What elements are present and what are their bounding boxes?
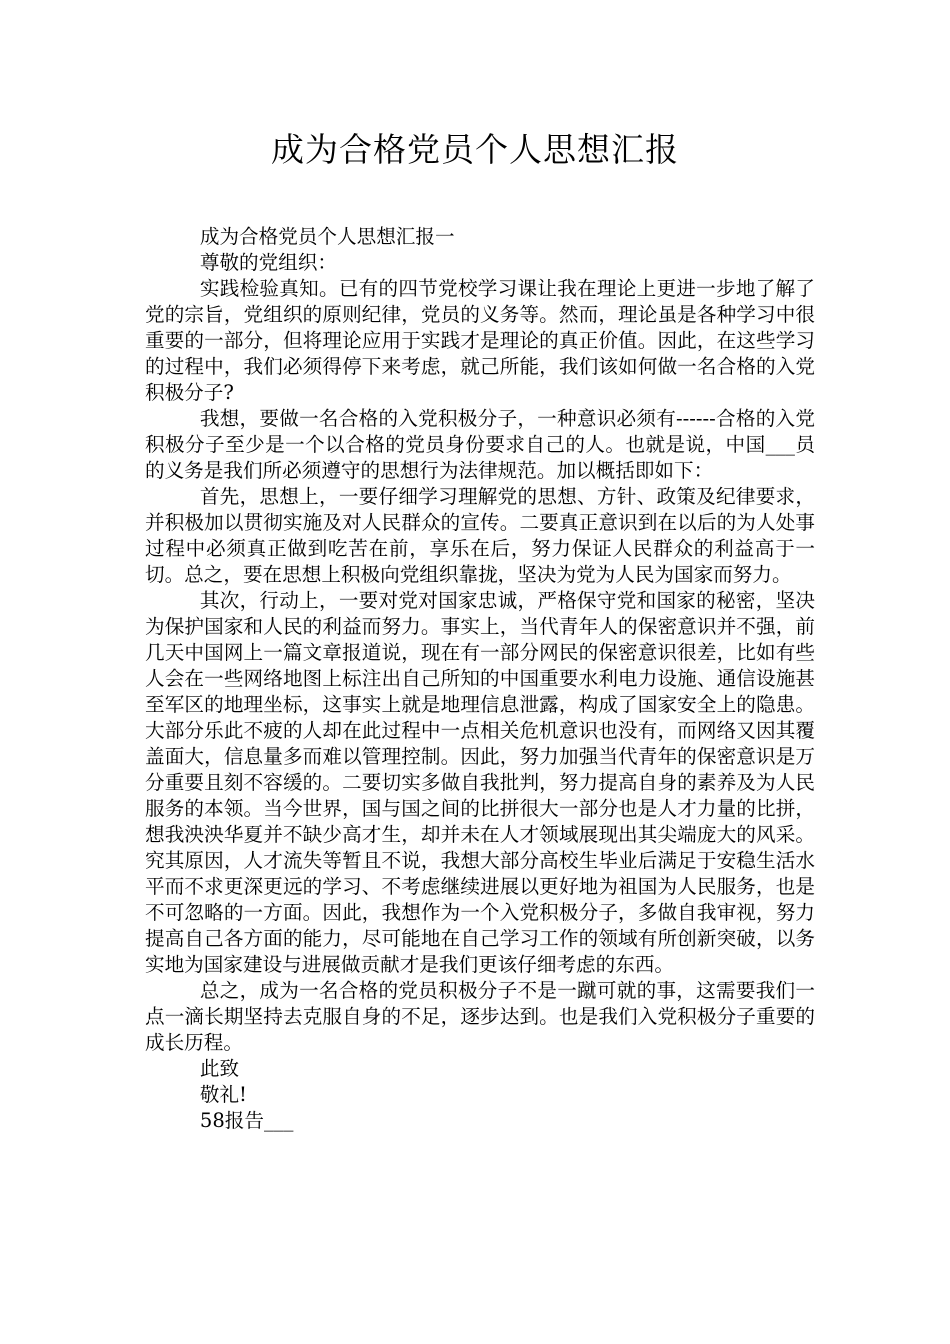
report-subtitle: 成为合格党员个人思想汇报一 [199,225,455,248]
closing-line: 此致 [199,1057,240,1080]
signature-line: 58报告___ [199,1109,294,1132]
document-body [145,224,815,1134]
paragraph-action: 其次，行动上，一要对党对国家忠诚，严格保守党和国家的秘密，坚决为保护国家和人民的利益而努力。事实上，当代青年人的保密意识并不强，前几天中国网上一篇文章报道说，现在有一部分网民的保密意识很差，比如有些人会在一些网络地图上标注出自己所知的中国重要水利电力设施、通信设施甚至军区的地理坐标，这事实上就是地理信息泄露，构成了国家安全上的隐患。大部分乐此不疲的人却在此过程中一点相关危机意识也没有，而网络又因其覆盖面大，信息量多而难以管理控制。因此，努力加强当代青年的保密意识是万分重要且刻不容缓的。二要切实多做自我批判，努力提高自身的素养及为人民服务的本领。当今世界，国与国之间的比拼很大一部分也是人才力量的比拼，想我泱泱华夏并不缺少高才生，却并未在人才领域展现出其尖端庞大的风采。究其原因，人才流失等暂且不说，我想大部分高校生毕业后满足于安稳生活水平而不求更深更远的学习、不考虑继续进展以更好地为祖国为人民服务，也是不可忽略的一方面。因此，我想作为一个入党积极分子，多做自我审视，努力提高自己各方面的能力，尽可能地在自己学习工作的领域有所创新突破，以务实地为国家建设与进展做贡献才是我们更该仔细考虑的东西。 [145,589,815,976]
paragraph-conclusion: 总之，成为一名合格的党员积极分子不是一蹴可就的事，这需要我们一点一滴长期坚持去克服自身的不足，逐步达到。也是我们入党积极分子重要的成长历程。 [145,979,815,1054]
document-title: 成为合格党员个人思想汇报 [271,130,679,169]
paragraph-awareness: 我想，要做一名合格的入党积极分子，一种意识必须有------合格的入党积极分子至少是一个以合格的党员身份要求自己的人。也就是说，中国___员的义务是我们所必须遵守的思想行为法律规范。加以概括即如下： [145,407,815,482]
paragraph-practice: 实践检验真知。已有的四节党校学习课让我在理论上更进一步地了解了党的宗旨，党组织的原则纪律，党员的义务等。然而，理论虽是各种学习中很重要的一部分，但将理论应用于实践才是理论的真正价值。因此，在这些学习的过程中，我们必须得停下来考虑，就己所能，我们该如何做一名合格的入党积极分子? [145,277,815,404]
paragraph-thought: 首先，思想上，一要仔细学习理解党的思想、方针、政策及纪律要求，并积极加以贯彻实施及对人民群众的宣传。二要真正意识到在以后的为人处事过程中必须真正做到吃苦在前，享乐在后，努力保证人民群众的利益高于一切。总之，要在思想上积极向党组织靠拢，坚决为党为人民为国家而努力。 [145,485,815,586]
closing-salute: 敬礼! [199,1083,247,1106]
salutation: 尊敬的党组织： [199,251,338,274]
